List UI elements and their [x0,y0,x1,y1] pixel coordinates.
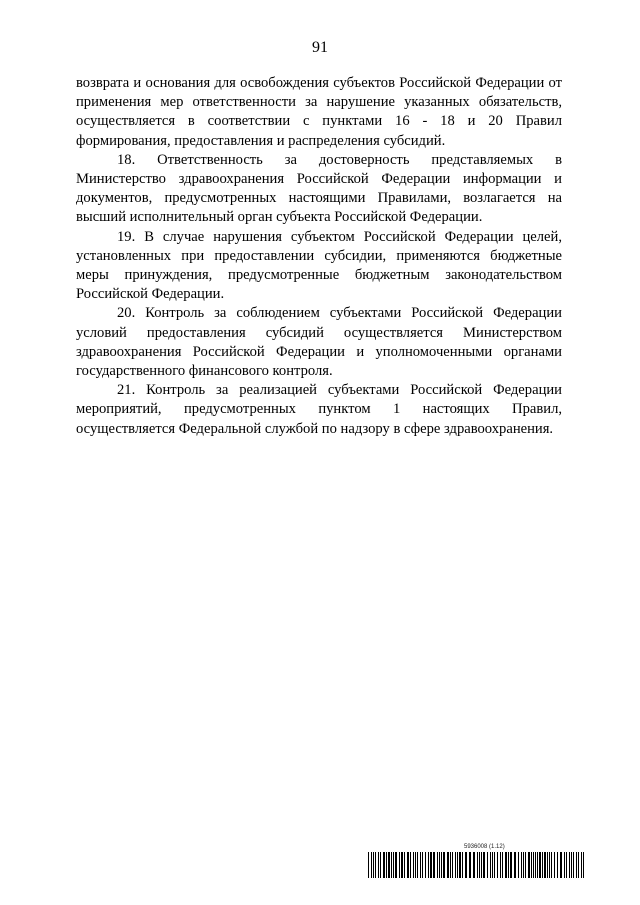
paragraph-18: 18. Ответственность за достоверность представляемых в Министерство здравоохранения Российской Федерации информации и документов, предусмотренных настоящими Правилами, возлагается на высший исполнительный орган субъекта Российской Федерации. [76,151,562,226]
paragraph-21: 21. Контроль за реализацией субъектами Российской Федерации мероприятий, предусмотренных пунктом 1 настоящих Правил, осуществляется Федеральной службой по надзору в сфере здравоохранения. [76,382,562,437]
paragraph-continuation: возврата и основания для освобождения субъектов Российской Федерации от применения мер ответственности за нарушение указанных обязательств, осуществляется в соответствии с пунктами 16 - 18 и 20 Правил формирования, предоставления и распределения субсидий. [76,75,562,149]
document-barcode [368,844,586,878]
page-number: 91 [312,39,328,56]
paragraph-19: 19. В случае нарушения субъектом Российской Федерации целей, установленных при предоставлении субсидии, применяются бюджетные меры принуждения, предусмотренные бюджетным законодательством Российской Федерации. [76,228,562,303]
paragraph-20: 20. Контроль за соблюдением субъектами Российской Федерации условий предоставления субсидий осуществляется Министерством здравоохранения Российской Федерации и уполномоченными органами государственного финансового контроля. [76,305,562,380]
barcode-caption: 5936008 (1.12) [464,844,505,850]
barcode-icon [368,852,586,878]
document-body [76,74,562,439]
